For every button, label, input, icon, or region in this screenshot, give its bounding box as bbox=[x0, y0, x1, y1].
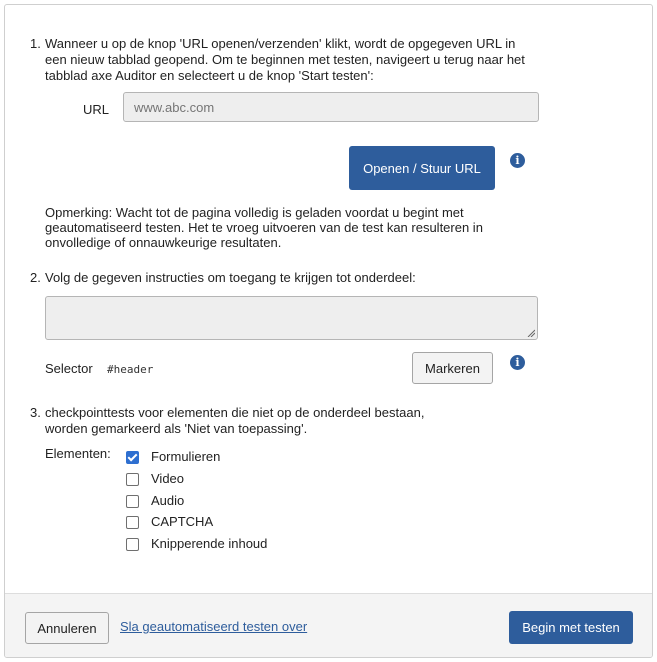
cancel-button[interactable]: Annuleren bbox=[25, 612, 109, 644]
checkbox-label: Audio bbox=[151, 493, 185, 508]
checkbox-label: Knipperende inhoud bbox=[151, 536, 268, 551]
step-1-text: Wanneer u op de knop 'URL openen/verzenden' klikt, wordt de opgegeven URL in een nieuw tabblad geopend. Om te beginnen met testen, navigeert u terug naar het tabblad axe Auditor en selecteert u de knop 'Start testen': bbox=[45, 36, 525, 83]
step-2-text: Volg de gegeven instructies om toegang te krijgen tot onderdeel: bbox=[45, 270, 416, 285]
step-1-number: 1. bbox=[30, 36, 41, 51]
skip-automated-testing-link[interactable]: Sla geautomatiseerd testen over bbox=[120, 619, 308, 634]
selector-value: #header bbox=[107, 363, 154, 376]
checkbox-box[interactable] bbox=[126, 538, 139, 551]
begin-testing-button[interactable]: Begin met testen bbox=[509, 611, 633, 644]
checkbox-label: CAPTCHA bbox=[151, 514, 214, 529]
checkbox-box[interactable] bbox=[126, 473, 139, 486]
checkbox-label: Video bbox=[151, 471, 185, 486]
url-input[interactable] bbox=[123, 92, 539, 122]
checkbox-box[interactable] bbox=[126, 516, 139, 529]
step-3-number: 3. bbox=[30, 405, 41, 420]
checkbox-label: Formulieren bbox=[151, 449, 221, 464]
checkbox-box[interactable] bbox=[126, 451, 139, 464]
start-testing-dialog bbox=[4, 4, 653, 658]
checkbox-box[interactable] bbox=[126, 495, 139, 508]
selector-label: Selector bbox=[45, 361, 93, 376]
note-text: Opmerking: Wacht tot de pagina volledig is geladen voordat u begint met geautomatiseerd testen. Het te vroeg uitvoeren van de test kan resulteren in onvolledige of onnauwkeurige resultaten. bbox=[45, 205, 483, 250]
open-url-button[interactable]: Openen / Stuur URL bbox=[349, 146, 495, 190]
mark-button[interactable]: Markeren bbox=[412, 352, 493, 384]
step-3-text: checkpointtests voor elementen die niet op de onderdeel bestaan, worden gemarkeerd als 'Niet van toepassing'. bbox=[45, 405, 425, 436]
instructions-textarea[interactable] bbox=[45, 296, 538, 340]
step-2-number: 2. bbox=[30, 270, 41, 285]
url-label: URL bbox=[83, 102, 110, 117]
dialog-footer bbox=[5, 593, 652, 658]
dialog-content bbox=[5, 5, 652, 593]
info-icon[interactable]: i bbox=[510, 355, 525, 370]
resize-handle-icon[interactable] bbox=[527, 329, 535, 337]
info-icon[interactable]: i bbox=[510, 153, 525, 168]
elements-label: Elementen: bbox=[45, 446, 111, 461]
